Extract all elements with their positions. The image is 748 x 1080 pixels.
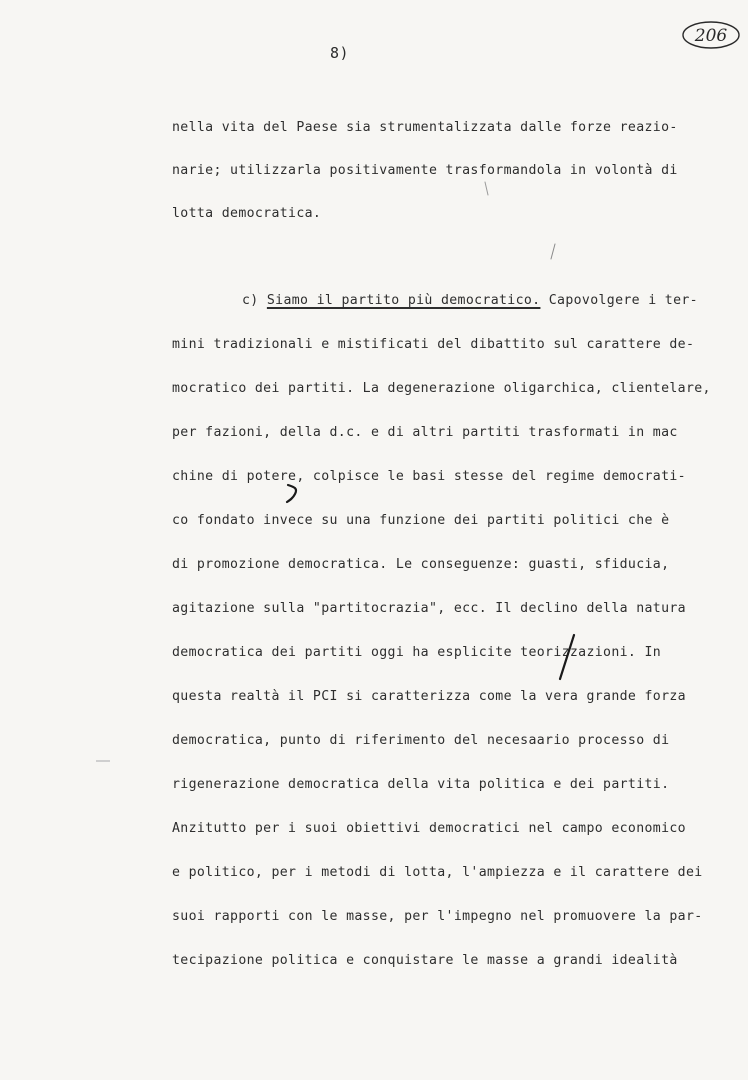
section-heading-line	[242, 293, 698, 308]
page-number: 8)	[330, 44, 350, 62]
text-line: mini tradizionali e mistificati del dibattito sul carattere de-	[172, 337, 695, 352]
margin-mark	[96, 760, 110, 762]
pen-stroke-faint	[482, 180, 492, 200]
text-line: tecipazione politica e conquistare le masse a grandi idealità	[172, 953, 678, 968]
text-line: e politico, per i metodi di lotta, l'ampiezza e il carattere dei	[172, 865, 703, 880]
pen-correction-comma	[284, 482, 308, 504]
pen-stroke-faint	[548, 242, 558, 262]
archive-number-stamp	[680, 18, 742, 52]
text-line: rigenerazione democratica della vita politica e dei partiti.	[172, 777, 670, 792]
section-marker: c)	[242, 293, 259, 308]
text-line: chine di potere, colpisce le basi stesse del regime democrati-	[172, 469, 686, 484]
text-line: democratica, punto di riferimento del necesaario processo di	[172, 733, 670, 748]
pen-correction-slash	[555, 632, 579, 682]
stamp-text: 206	[694, 26, 728, 46]
text-line: questa realtà il PCI si caratterizza come la vera grande forza	[172, 689, 686, 704]
text-line: agitazione sulla "partitocrazia", ecc. Il declino della natura	[172, 601, 686, 616]
text-line: suoi rapporti con le masse, per l'impegno nel promuovere la par-	[172, 909, 703, 924]
text-line: per fazioni, della d.c. e di altri partiti trasformati in mac	[172, 425, 678, 440]
text-line: democratica dei partiti oggi ha esplicite teorizzazioni. In	[172, 645, 662, 660]
text-line: lotta democratica.	[172, 206, 322, 221]
text-line: Anzitutto per i suoi obiettivi democratici nel campo economico	[172, 821, 686, 836]
section-heading: Siamo il partito più democratico.	[266, 293, 541, 308]
text-line: nella vita del Paese sia strumentalizzata dalle forze reazio-	[172, 120, 678, 135]
text-line: narie; utilizzarla positivamente trasformandola in volontà di	[172, 163, 678, 178]
text-line: mocratico dei partiti. La degenerazione oligarchica, clientelare,	[172, 381, 711, 396]
section-heading-rest: Capovolgere i ter-	[548, 293, 698, 308]
text-line: di promozione democratica. Le conseguenze: guasti, sfiducia,	[172, 557, 670, 572]
text-line: co fondato invece su una funzione dei partiti politici che è	[172, 513, 670, 528]
